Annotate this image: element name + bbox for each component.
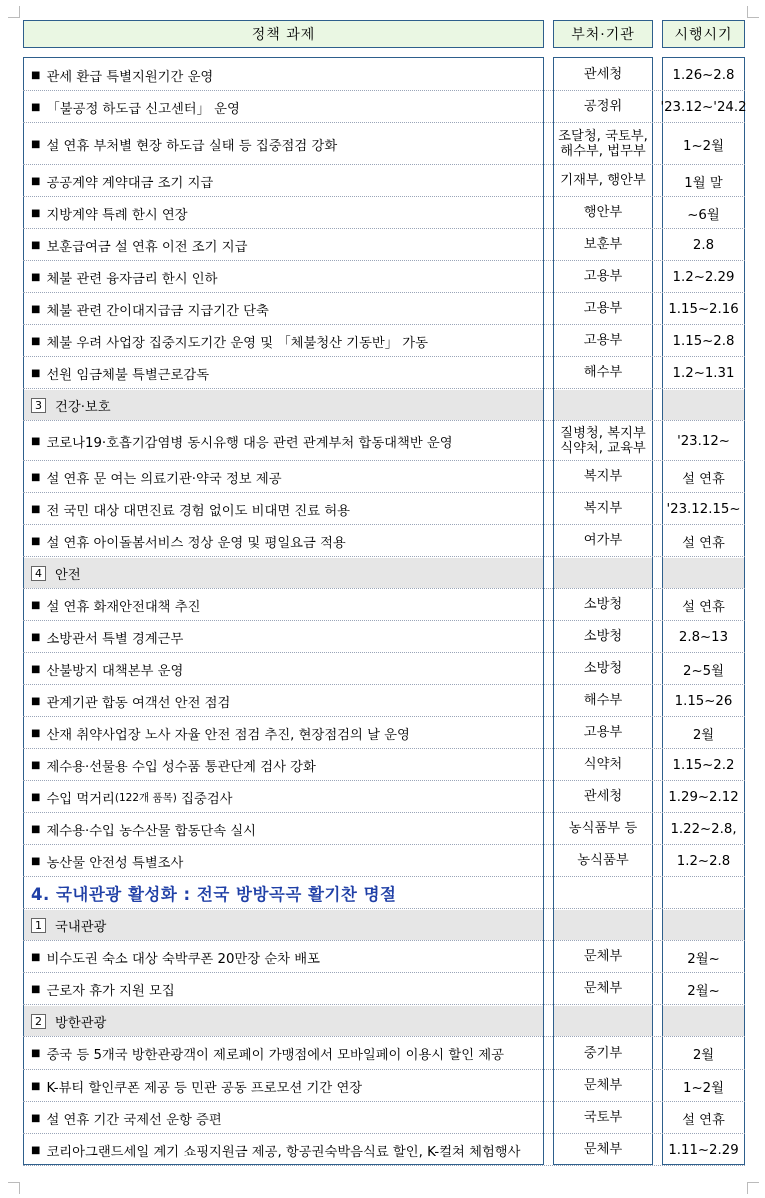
responsible-dept: 식약처 — [583, 757, 623, 773]
implementation-period: 1.15~2.16 — [668, 301, 739, 317]
square-bullet-icon: ■ — [31, 599, 41, 611]
square-bullet-icon: ■ — [31, 791, 41, 803]
policy-task-text: 전 국민 대상 대면진료 경험 없이도 비대면 진료 허용 — [46, 503, 351, 519]
boxed-number: 2 — [31, 1014, 46, 1029]
policy-task — [23, 293, 544, 325]
responsible-dept: 복지부 — [583, 469, 623, 485]
implementation-period: 설 연휴 — [682, 1112, 725, 1128]
responsible-dept: 해수부 — [583, 693, 623, 709]
subsection-shade — [663, 910, 744, 940]
boxed-number: 1 — [31, 918, 46, 933]
crop-mark-top-right — [747, 6, 759, 18]
row-divider — [23, 1165, 745, 1166]
table-row — [23, 421, 745, 461]
responsible-dept: 소방청 — [583, 661, 623, 677]
square-bullet-icon: ■ — [31, 271, 41, 283]
table-row — [23, 1037, 745, 1070]
square-bullet-icon: ■ — [31, 823, 41, 835]
square-bullet-icon: ■ — [31, 303, 41, 315]
responsible-dept: 보훈부 — [583, 237, 623, 253]
implementation-period: 설 연휴 — [682, 535, 725, 551]
policy-task-text: 설 연휴 화재안전대책 추진 — [46, 599, 201, 615]
implementation-period: 1.2~2.8 — [676, 853, 731, 869]
policy-task — [23, 1070, 544, 1102]
table-row — [23, 685, 745, 717]
subsection-shade — [554, 910, 652, 940]
implementation-period: 2월~ — [687, 951, 720, 967]
table-row — [23, 813, 745, 845]
implementation-period: '23.12~'24.2 — [660, 99, 747, 115]
policy-task — [23, 1102, 544, 1134]
table-row — [23, 229, 745, 261]
square-bullet-icon: ■ — [31, 1080, 41, 1092]
table-row — [23, 261, 745, 293]
square-bullet-icon: ■ — [31, 207, 41, 219]
subsection-row — [23, 389, 745, 421]
implementation-period: 2.8~13 — [678, 629, 729, 645]
policy-task-text: 체불 관련 융자금리 한시 인하 — [46, 271, 218, 287]
responsible-dept: 고용부 — [583, 333, 623, 349]
implementation-period: 1월 말 — [684, 175, 723, 191]
policy-task-text: K-뷰티 할인쿠폰 제공 등 민관 공동 프로모션 기간 연장 — [46, 1080, 363, 1096]
policy-task-text-cont: 집중검사 — [176, 791, 233, 807]
subsection-label: 방한관광 — [55, 1015, 107, 1031]
policy-task-text: 근로자 휴가 지원 모집 — [46, 983, 175, 999]
implementation-period: 1.15~2.2 — [672, 757, 735, 773]
responsible-dept: 고용부 — [583, 269, 623, 285]
crop-mark-bottom-right — [747, 1182, 759, 1194]
policy-task-text: 비수도권 숙소 대상 숙박쿠폰 20만장 순차 배포 — [46, 951, 320, 967]
policy-task-text: 소방관서 특별 경계근무 — [46, 631, 184, 647]
table-row — [23, 621, 745, 653]
responsible-dept: 문체부 — [583, 981, 623, 997]
table-row — [23, 717, 745, 749]
policy-task-text: 설 연휴 기간 국제선 운항 증편 — [46, 1112, 222, 1128]
policy-task-text: 설 연휴 아이돌봄서비스 정상 운영 및 평일요금 적용 — [46, 535, 346, 551]
implementation-period: '23.12~ — [677, 433, 730, 449]
policy-task-text: 코로나19·호흡기감염병 동시유행 대응 관련 관계부처 합동대책반 운영 — [46, 435, 453, 451]
table-row — [23, 749, 745, 781]
subsection-title — [23, 1005, 544, 1037]
crop-mark-top-left — [8, 6, 20, 18]
implementation-period: 1.2~2.29 — [672, 269, 735, 285]
policy-task-text: 지방계약 특례 한시 연장 — [46, 207, 188, 223]
square-bullet-icon: ■ — [31, 1048, 41, 1059]
subsection-shade — [554, 390, 652, 420]
square-bullet-icon: ■ — [31, 759, 41, 771]
header-task: 정책 과제 — [23, 20, 544, 48]
policy-task-text: 제수용·수입 농수산물 합동단속 실시 — [46, 823, 257, 839]
square-bullet-icon: ■ — [31, 1144, 41, 1156]
table-row — [23, 525, 745, 557]
policy-task-text: 공공계약 계약대금 조기 지급 — [46, 175, 214, 191]
subsection-label: 안전 — [55, 567, 81, 583]
table-row — [23, 59, 745, 91]
implementation-period: 1~2월 — [683, 138, 724, 154]
square-bullet-icon: ■ — [31, 1112, 41, 1124]
subsection-shade — [663, 558, 744, 588]
policy-task-text: 중국 등 5개국 방한관광객이 제로페이 가맹점에서 모바일페이 이용시 할인 제공 — [46, 1048, 504, 1063]
policy-task-text: 체불 관련 간이대지급금 지급기간 단축 — [46, 303, 269, 319]
policy-task — [23, 1134, 544, 1166]
policy-task-text: 산불방지 대책본부 운영 — [46, 663, 184, 679]
policy-task-text: 코리아그랜드세일 계기 쇼핑지원금 제공, 항공권숙박음식료 할인, K-컬쳐 체험행사 — [46, 1144, 521, 1160]
table-row — [23, 493, 745, 525]
table-row — [23, 973, 745, 1005]
square-bullet-icon: ■ — [31, 727, 41, 739]
policy-task-text: 선원 임금체불 특별근로감독 — [46, 367, 210, 383]
implementation-period: 1.15~2.8 — [672, 333, 735, 349]
responsible-dept: 고용부 — [583, 725, 623, 741]
implementation-period: 1.11~2.29 — [668, 1142, 739, 1158]
subsection-row — [23, 909, 745, 941]
implementation-period: 1.22~2.8, — [670, 821, 737, 837]
policy-task — [23, 653, 544, 685]
policy-task-text: 농산물 안전성 특별조사 — [46, 855, 184, 871]
table-row — [23, 781, 745, 813]
policy-task-text: 「불공정 하도급 신고센터」 운영 — [46, 101, 240, 117]
subsection-shade — [554, 1006, 652, 1036]
square-bullet-icon: ■ — [31, 175, 41, 187]
responsible-dept: 소방청 — [583, 597, 623, 613]
policy-task-text: 체불 우려 사업장 집중지도기간 운영 및 「체불청산 기동반」 가동 — [46, 335, 428, 351]
square-bullet-icon: ■ — [31, 471, 41, 483]
policy-task — [23, 91, 544, 123]
responsible-dept: 국토부 — [583, 1110, 623, 1126]
square-bullet-icon: ■ — [31, 335, 41, 347]
responsible-dept: 기재부, 행안부 — [560, 173, 646, 189]
policy-task — [23, 685, 544, 717]
table-row — [23, 91, 745, 123]
subsection-shade — [663, 1006, 744, 1036]
responsible-dept: 문체부 — [583, 1078, 623, 1094]
responsible-dept: 관세청 — [583, 789, 623, 805]
square-bullet-icon: ■ — [31, 138, 41, 150]
policy-task-text: 수입 먹거리 — [46, 791, 115, 807]
policy-task — [23, 813, 544, 845]
section-heading-row — [23, 877, 745, 909]
responsible-dept: 관세청 — [583, 67, 623, 83]
section-heading: 4. 국내관광 활성화 : 전국 방방곡곡 활기찬 명절 — [31, 885, 397, 904]
boxed-number: 3 — [31, 398, 46, 413]
implementation-period: 2월 — [692, 727, 715, 743]
implementation-period: '23.12.15~ — [666, 501, 741, 517]
policy-task-text: 제수용·선물용 수입 성수품 통관단계 검사 강화 — [46, 759, 316, 775]
implementation-period: 설 연휴 — [682, 599, 725, 615]
responsible-dept: 농식품부 — [577, 853, 629, 869]
square-bullet-icon: ■ — [31, 101, 41, 113]
square-bullet-icon: ■ — [31, 855, 41, 867]
policy-task-note: (122개 품목) — [114, 791, 177, 804]
responsible-dept: 소방청 — [583, 629, 623, 645]
policy-task — [23, 261, 544, 293]
subsection-row — [23, 1005, 745, 1037]
policy-task — [23, 421, 544, 461]
table-row — [23, 325, 745, 357]
policy-task — [23, 357, 544, 389]
table-row — [23, 845, 745, 877]
table-row — [23, 165, 745, 197]
policy-task — [23, 525, 544, 557]
implementation-period: 1.2~1.31 — [672, 365, 735, 381]
policy-task — [23, 749, 544, 781]
policy-task — [23, 973, 544, 1005]
policy-task — [23, 165, 544, 197]
responsible-dept: 농식품부 등 — [568, 821, 638, 837]
square-bullet-icon: ■ — [31, 69, 41, 81]
subsection-title — [23, 389, 544, 421]
table-row — [23, 293, 745, 325]
policy-task-text: 설 연휴 부처별 현장 하도급 실태 등 집중점검 강화 — [46, 138, 338, 154]
policy-task — [23, 123, 544, 165]
policy-task-text: 설 연휴 문 여는 의료기관·약국 정보 제공 — [46, 471, 282, 487]
policy-task-text: 보훈급여금 설 연휴 이전 조기 지급 — [46, 239, 248, 255]
subsection-label: 국내관광 — [55, 919, 107, 935]
implementation-period: 2.8 — [692, 237, 715, 253]
implementation-period: 2월 — [692, 1048, 715, 1063]
square-bullet-icon: ■ — [31, 631, 41, 643]
implementation-period: 1~2월 — [683, 1080, 724, 1096]
implementation-period: ~6월 — [687, 207, 720, 223]
responsible-dept: 공정위 — [583, 99, 623, 115]
policy-task — [23, 1037, 544, 1070]
policy-task — [23, 941, 544, 973]
subsection-row — [23, 557, 745, 589]
table-row — [23, 589, 745, 621]
policy-task-text: 관계기관 합동 여객선 안전 점검 — [46, 695, 231, 711]
policy-task — [23, 589, 544, 621]
policy-task-text: 산재 취약사업장 노사 자율 안전 점검 추진, 현장점검의 날 운영 — [46, 727, 410, 743]
subsection-label: 건강·보호 — [55, 399, 111, 415]
table-row — [23, 1070, 745, 1102]
table-row — [23, 941, 745, 973]
subsection-shade — [554, 558, 652, 588]
implementation-period: 2월~ — [687, 983, 720, 999]
square-bullet-icon: ■ — [31, 535, 41, 547]
policy-task — [23, 197, 544, 229]
responsible-dept: 문체부 — [583, 949, 623, 965]
policy-task — [23, 845, 544, 877]
table-row — [23, 1134, 745, 1166]
policy-task — [23, 781, 544, 813]
implementation-period: 1.26~2.8 — [672, 67, 735, 83]
responsible-dept: 중기부 — [583, 1045, 623, 1061]
responsible-dept: 조달청, 국토부, 해수부, 법무부 — [558, 128, 648, 159]
subsection-title — [23, 557, 544, 589]
policy-task — [23, 229, 544, 261]
boxed-number: 4 — [31, 566, 46, 581]
policy-task — [23, 461, 544, 493]
responsible-dept: 행안부 — [583, 205, 623, 221]
square-bullet-icon: ■ — [31, 239, 41, 251]
table-row — [23, 1102, 745, 1134]
square-bullet-icon: ■ — [31, 951, 41, 963]
square-bullet-icon: ■ — [31, 695, 41, 707]
policy-task — [23, 621, 544, 653]
table-row — [23, 357, 745, 389]
table-row — [23, 197, 745, 229]
implementation-period: 1.15~26 — [674, 693, 733, 709]
policy-task — [23, 59, 544, 91]
responsible-dept: 해수부 — [583, 365, 623, 381]
responsible-dept: 질병청, 복지부 식약처, 교육부 — [560, 425, 646, 456]
policy-task — [23, 717, 544, 749]
subsection-title — [23, 909, 544, 941]
responsible-dept: 문체부 — [583, 1142, 623, 1158]
implementation-period: 설 연휴 — [682, 471, 725, 487]
policy-task — [23, 325, 544, 357]
table-row — [23, 461, 745, 493]
policy-task — [23, 493, 544, 525]
crop-mark-bottom-left — [8, 1182, 20, 1194]
header-period: 시행시기 — [662, 20, 745, 48]
header-dept: 부처·기관 — [553, 20, 653, 48]
subsection-shade — [663, 390, 744, 420]
implementation-period: 1.29~2.12 — [668, 789, 739, 805]
square-bullet-icon: ■ — [31, 367, 41, 379]
policy-task-text: 관세 환급 특별지원기간 운영 — [46, 69, 214, 85]
square-bullet-icon: ■ — [31, 503, 41, 515]
responsible-dept: 고용부 — [583, 301, 623, 317]
square-bullet-icon: ■ — [31, 983, 41, 995]
table-row — [23, 123, 745, 165]
responsible-dept: 여가부 — [583, 533, 623, 549]
square-bullet-icon: ■ — [31, 435, 41, 447]
square-bullet-icon: ■ — [31, 663, 41, 675]
implementation-period: 2~5월 — [683, 663, 724, 679]
table-row — [23, 653, 745, 685]
responsible-dept: 복지부 — [583, 501, 623, 517]
